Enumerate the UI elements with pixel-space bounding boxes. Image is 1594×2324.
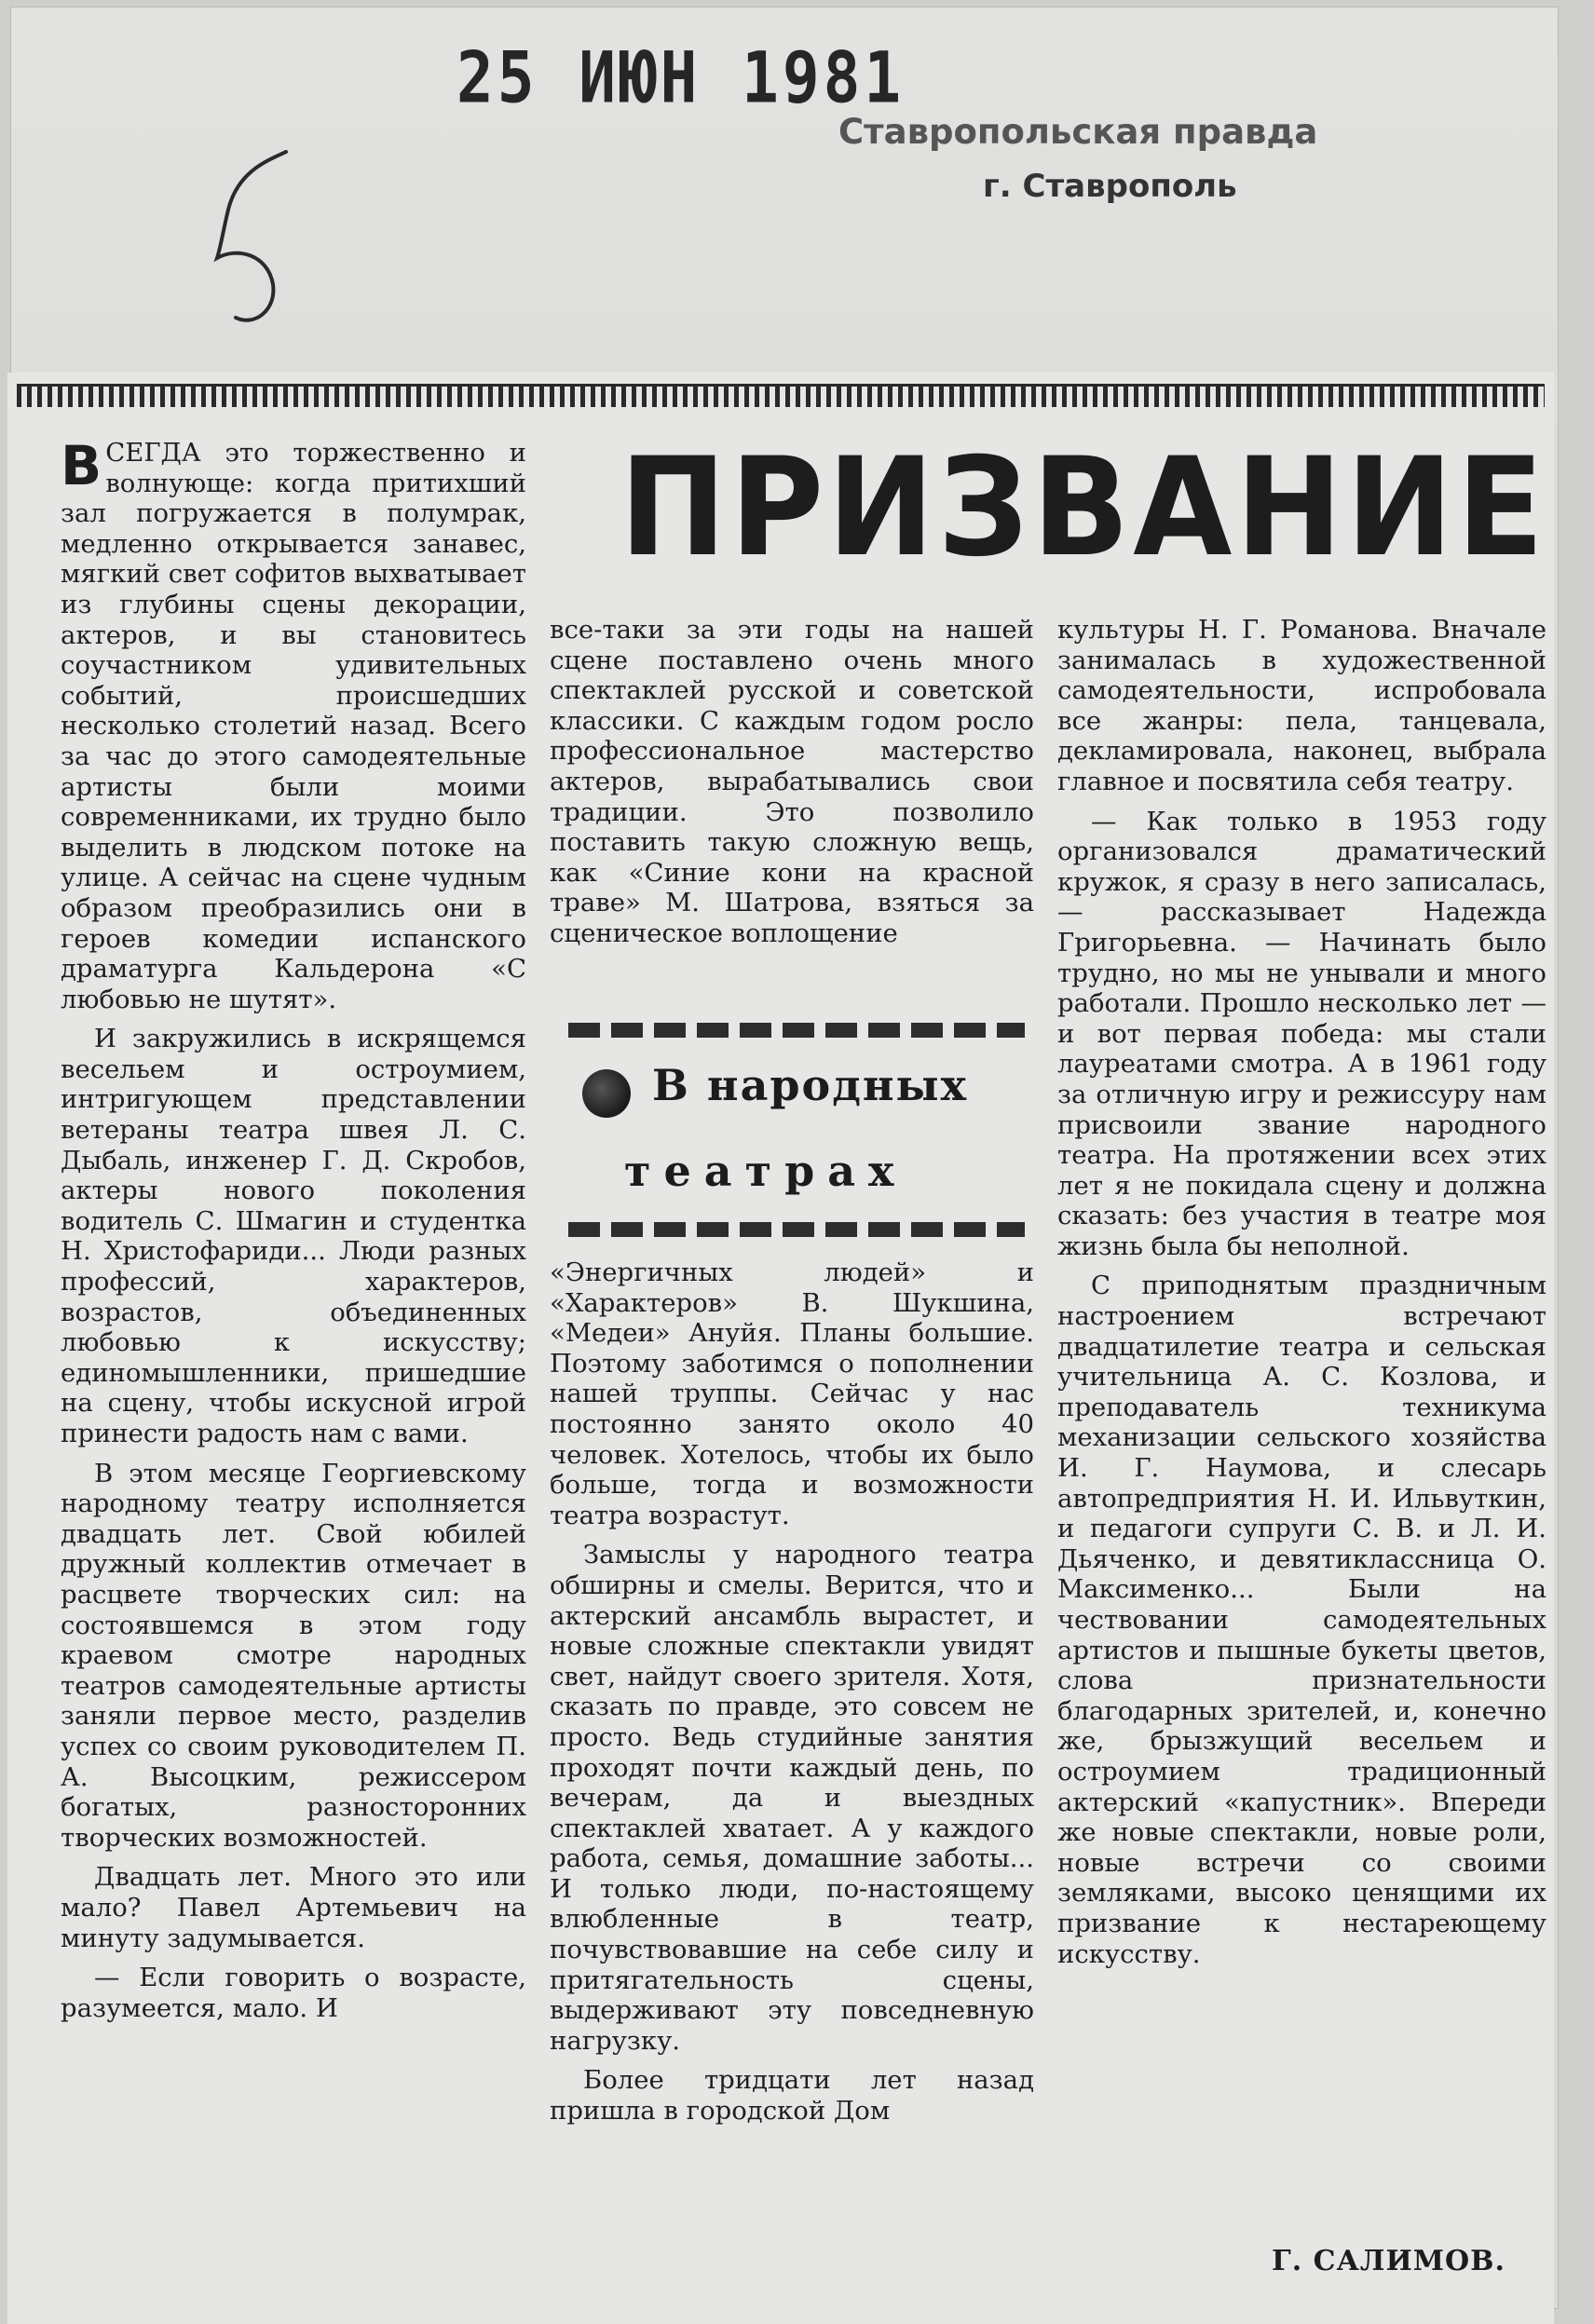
bullet-dot-icon	[582, 1069, 631, 1118]
rubric-title-line2: театрах	[624, 1146, 907, 1196]
source-stamp: Ставропольская правда	[838, 112, 1318, 152]
column-1	[61, 434, 526, 2032]
rubric-title-line1: В народных	[652, 1060, 969, 1110]
dash-divider-top	[568, 1023, 1025, 1038]
paragraph: — Как только в 1953 году организовался драматический кружок, я сразу в него записалась, — рассказывает Надежда Григорьевна. — Начинать было трудно, но мы не унывали и много работали. Прошло несколько лет — и вот первая победа: мы стали лауреатами смотра. А в 1961 году за отличную игру и режиссуру нам присвоили звание народного театра. На протяжении всех этих лет я не покидала сцену и должна сказать: без участия в театре моя жизнь была бы неполной.	[1057, 806, 1546, 1261]
header-rule	[17, 384, 1545, 407]
rubric-box	[550, 1015, 1034, 1248]
paragraph: — Если говорить о возрасте, разумеется, мало. И	[61, 1963, 526, 2023]
paragraph: все-таки за эти годы на нашей сцене поставлено очень много спектаклей русской и советской классики. С каждым годом росло профессиональное мастерство актеров, вырабатывались свои традиции. Это позволило поставить такую сложную вещь, как «Синие кони на красной траве» М. Шатрова, взяться за сценическое воплощение	[550, 615, 1034, 948]
paragraph: «Энергичных людей» и «Характеров» В. Шукшина, «Медеи» Ануйя. Планы большие. Поэтому заботимся о пополнении нашей труппы. Сейчас у нас постоянно занято около 40 человек. Хотелось, чтобы их было больше, тогда и возможности театра возрастут.	[550, 1257, 1034, 1530]
column-3	[1057, 615, 1546, 1978]
handwritten-number-mark	[200, 144, 303, 331]
date-stamp: 25 ИЮН 1981	[456, 36, 906, 119]
paragraph: Двадцать лет. Много это или мало? Павел Артемьевич на минуту задумывается.	[61, 1862, 526, 1953]
author-signature: Г. САЛИМОВ.	[1272, 2245, 1505, 2277]
article-title: ПРИЗВАНИЕ	[620, 428, 1547, 587]
paragraph: Более тридцати лет назад пришла в городской Дом	[550, 2065, 1034, 2127]
paragraph: Замыслы у народного театра обширны и смелы. Верится, что и актерский ансамбль вырастет, и новые сложные спектакли увидят свет, найдут своего зрителя. Хотя, сказать по правде, это совсем не просто. Ведь студийные занятия проходят почти каждый день, по вечерам, да и выездных спектаклей хватает. А у каждого работа, семья, домашние заботы... И только люди, по-настоящему влюбленные в театр, почувствовавшие на себе силу и притягательность сцены, выдерживают эту повседневную нагрузку.	[550, 1540, 1034, 2056]
column-2-top	[550, 615, 1034, 958]
paragraph: культуры Н. Г. Романова. Вначале занималась в художественной самодеятельности, испробовала все жанры: пела, танцевала, декламировала, наконец, выбрала главное и посвятила себя театру.	[1057, 615, 1546, 796]
city-stamp: г. Ставрополь	[983, 168, 1237, 205]
paragraph-lead	[61, 434, 526, 1014]
drop-cap: В	[61, 434, 102, 497]
paragraph: В этом месяце Георгиевскому народному театру исполняется двадцать лет. Свой юбилей дружный коллектив отмечает в расцвете творческих сил: на состоявшемся в этом году краевом смотре народных театров самодеятельные артисты заняли первое место, разделив успех со своим руководителем П. А. Высоцким, режиссером богатых, разносторонних творческих возможностей.	[61, 1458, 526, 1853]
column-2	[550, 1257, 1034, 2136]
paragraph: И закружились в искрящемся весельем и остроумием, интригующем представлении ветераны театра швея Л. С. Дыбаль, инженер Г. Д. Скробов, актеры нового поколения водитель С. Шмагин и студентка Н. Христофариди... Люди разных профессий, характеров, возрастов, объединенных любовью к искусству; единомышленники, пришедшие на сцену, чтобы искусной игрой принести радость нам с вами.	[61, 1024, 526, 1448]
paragraph-text: СЕГДА это торжественно и волнующе: когда притихший зал погружается в полумрак, медленно открывается занавес, мягкий свет софитов выхватывает из глубины сцены декорации, актеров, и вы становитесь соучастником удивительных событий, происшедших несколько столетий назад. Всего за час до этого самодеятельные артисты были моими современниками, их трудно было выделить в людском потоке на улице. А сейчас на сцене чудным образом преобразились они в героев комедии испанского драматурга Кальдерона «С любовью не шутят».	[61, 438, 526, 1014]
dash-divider-bottom	[568, 1222, 1025, 1237]
paragraph: С приподнятым праздничным настроением встречают двадцатилетие театра и сельская учительница А. С. Козлова, и преподаватель техникума механизации сельского хозяйства И. Г. Наумова, и слесарь автопредприятия Н. И. Ильвуткин, и педагоги супруги С. В. и Л. И. Дьяченко, и девятиклассница О. Максименко... Были на чествовании самодеятельных артистов и пышные букеты цветов, слова признательности благодарных зрителей, и, конечно же, брызжущий весельем и остроумием традиционный актерский «капустник». Впереди же новые спектакли, новые роли, новые встречи со своими земляками, высоко ценящими их призвание к нестареющему искусству.	[1057, 1271, 1546, 1969]
